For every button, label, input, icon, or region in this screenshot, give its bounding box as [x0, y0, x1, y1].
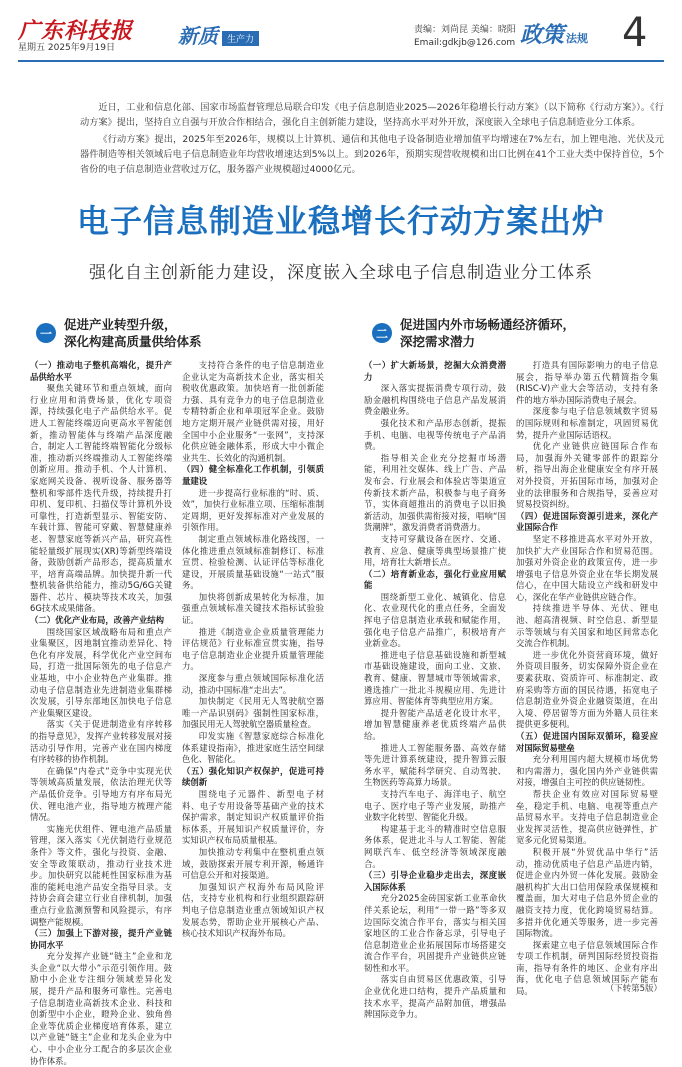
article-paragraph: 围绕新型工业化、城镇化、信息化、农业现代化的重点任务，全面发挥电子信息制造业承载和赋能作用，强化电子信息产品推广，积极培育产业新业态。 — [364, 591, 506, 649]
section-2-title — [400, 316, 575, 350]
article-paragraph: 充分利用国内超大规模市场优势和内需潜力，强化国内外产业链供需对接，增强自主可控的供应链韧性。 — [516, 754, 658, 788]
article-paragraph: 指导相关企业充分挖掘市场潜能，利用社交媒体、线上广告、产品发布会、行业展会和体验店等渠道宣传新技术新产品，积极参与电子商务节，实体商超推出的消费电子以旧换新活动，加强供需衔接对接，唱响“国货潮牌”，激发消费者消费潜力。 — [364, 452, 506, 533]
editor-line: 责编：刘尚昆 美编：晓阳 — [414, 25, 516, 35]
article-paragraph: 实施光伏组件、锂电池产品质量管理，深入落实《光伏制造行业规范条件》等文件，强化与投资、金融、安全等政策联动，推动行业技术进步。加快研究以能耗性国家标准为基准的能耗电池产品安全指导目录。支持协会商会建立行业自律机制，加强重点行业监测预警和风险提示，有序调整产能规模。 — [30, 823, 172, 927]
article-paragraph: 支持可穿戴设备在医疗、交通、教育、应急、健康等典型场景推广使用，培育壮大新增长点。 — [364, 533, 506, 568]
section-2-title-line1: 促进国内外市场畅通经济循环， — [400, 317, 576, 332]
article-paragraph: 持续推进半导体、光伏、锂电池、超高清视频、时空信息、新型显示等领域与有关国家和地区间常态化交流合作机制。 — [516, 603, 658, 649]
masthead — [0, 0, 682, 64]
subheadline: 强化自主创新能力建设，深度嵌入全球电子信息制造业分工体系 — [89, 263, 593, 283]
article-paragraph: 加强知识产权海外布局风险评估，支持专业机构和行业组织跟踪研判电子信息制造业重点领域知识产权发展态势，帮助企业开展核心产品、核心技术知识产权海外布局。 — [182, 881, 324, 939]
article-paragraph: 落实《关于促进制造业有序转移的指导意见》，发挥产业转移发展对接活动引导作用，完善产业在国内梯度有序转移的协作机制。 — [30, 719, 172, 765]
section-right-big: 政策 — [520, 22, 565, 48]
article-paragraph: 积极开展“外贸优品中华行”活动，推动优质电子信息产品进内销，促进企业内外贸一体化发展。鼓励金融机构扩大出口信用保险承保规模和覆盖面，加大对电子信息外贸企业的融资支持力度，优化跨境贸易结算。多措并优化通关等服务，进一步完善国际物流。 — [516, 846, 658, 939]
section-2-header — [372, 316, 575, 350]
section-left-small: 生产力 — [222, 31, 259, 46]
subsection-heading: （四）促进国际资源引进来，深化产业国际合作 — [516, 510, 658, 533]
continued-note: （下转第5版） — [605, 984, 662, 994]
editor-email: Email:gdkjb@126.com — [414, 38, 516, 48]
masthead-rule — [18, 60, 664, 62]
subsection-heading: （五）促进国内国际双循环，稳妥应对国际贸易壁垒 — [516, 731, 658, 753]
section-1-header — [36, 316, 202, 350]
lead-paragraph: 《行动方案》提出，2025年至2026年，规模以上计算机、通信和其他电子设备制造业增加值平均增速在7%左右，加上锂电池、光伏及元器件制造等相关领域后电子信息制造业年均营收增速达到5%以上。到2026年，预期实现营收规模和出口比例在41个工业大类中保持首位，5个省份的电子信息制造业营收过万亿，服务器产业规模超过4000亿元。 — [80, 134, 664, 175]
article-column-3 — [364, 360, 506, 1020]
subsection-heading: （三）引导企业稳步走出去，深度嵌入国际体系 — [364, 870, 506, 892]
lead-text — [80, 100, 664, 179]
article-paragraph: 深入落实提振消费专项行动，鼓励金融机构围绕电子信息产品发展消费金融业务。 — [364, 383, 506, 417]
article-paragraph: 支持符合条件的电子信息制造业企业认定为高新技术企业，落实相关税收优惠政策。加快培育一批创新能力强、具有竞争力的电子信息制造业专精特新企业和单项冠军企业。鼓励地方定期开展产业链供需对接，用好全国中小企业服务“一张网”，支持深化供应链金融体系，形成大中小微企业共生、长效化的沟通机制。 — [182, 360, 324, 463]
article-paragraph: 进一步优化外资营商环境，做好外资项目服务，切实保障外资企业在要素获取、资质许可、标准制定、政府采购等方面的国民待遇，拓宽电子信息制造业外资企业融资渠道，在出入境、停居留等方面为外籍人员往来提供更多便利。 — [516, 649, 658, 730]
article-paragraph: 制定重点领域标准化路线图，一体化推进重点领域标准制修订、标准宣贯、检验检测、认证评估等标准化建设，开展质量基础设施“一站式”服务。 — [182, 533, 324, 591]
article-paragraph: 打造具有国际影响力的电子信息展会，指导举办第五代精简指令集(RISC-V)产业大会等活动，支持有条件的地方举办国际消费电子展会。 — [516, 360, 658, 405]
article-paragraph: 充分发挥产业链“链主”企业和龙头企业“以大带小”示范引领作用。鼓励中小企业专注细分领域差异化发展，提升产品和服务可靠性。完善电子信息制造业高新技术企业、科技和创新型中小企业，瞪羚企业、独角兽企业等优质企业梯度培育体系，建立以产业链“链主”企业和龙头企业为中心、中小企业分工配合的多层次企业协作体系。 — [30, 951, 172, 1066]
subsection-heading: （一）推动电子整机高端化，提升产品供给水平 — [30, 360, 172, 382]
section-badge-left — [178, 20, 259, 54]
subsection-heading: （五）强化知识产权保护，促进可持续创新 — [182, 765, 324, 788]
article-paragraph: 强化技术和产品形态创新，提振手机、电脑、电视等传统电子产品消费。 — [364, 417, 506, 452]
newspaper-logo: 广东科技报 — [18, 18, 134, 44]
lead-paragraph: 近日，工业和信息化部、国家市场监督管理总局联合印发《电子信息制造业2025—2026年稳增长行动方案》（以下简称《行动方案》）。《行动方案》提出，坚持自立自强与开放合作相结合，强化自主创新能力建设，坚持高水平对外开放，深度嵌入全球电子信息制造业分工体系。 — [80, 102, 664, 128]
article-paragraph: 提升智能产品适老化设计水平，增加智慧健康养老优质终端产品供给。 — [364, 707, 506, 741]
article-paragraph: 推进电子信息基础设施和新型城市基础设施建设，面向工业、文旅、教育、健康、智慧城市等领域需求，遴选推广一批北斗规模应用、先进计算应用、智能体育等典型应用方案。 — [364, 649, 506, 707]
section-right-small: 法规 — [566, 32, 589, 45]
article-paragraph: 加快推动专利集中在整机重点领域，鼓励探索开展专利开源，畅通许可信息公开和对接渠道。 — [182, 846, 324, 881]
section-2-number: 二 — [372, 323, 392, 343]
article-paragraph: 进一步提高行业标准的“时、质、效”，加快行业标准立项、压缩标准制定周期，更好发挥标准对产业发展的引领作用。 — [182, 487, 324, 533]
article-paragraph: 优化产业链供应链国际合作布局，加强海外关键零部件的跟踪分析，指导出海企业健康安全有序开展对外投资，开拓国际市场，加强对企业的法律服务和合规指导，妥善应对贸易投资纠纷。 — [516, 441, 658, 510]
article-paragraph: 深度参与电子信息领域数字贸易的国际规则和标准制定，巩固贸易优势，提升产业国际话语权。 — [516, 406, 658, 440]
article-paragraph: 构建基于北斗的精准时空信息服务体系，促进北斗与人工智能、智能网联汽车、低空经济等领域深度融合。 — [364, 823, 506, 869]
subsection-heading: （二）培育新业态，强化行业应用赋能 — [364, 568, 506, 591]
article-column-1 — [30, 360, 172, 1066]
article-paragraph: 在确保“内卷式”竞争中实现光伏等领域高质量发展，依法治理光伏等产品低价竞争。引导地方有序布局光伏、锂电池产业，指导地方梳理产能情况。 — [30, 765, 172, 823]
article-paragraph: 探索建立电子信息领域国际合作专项工作机制，研判国际经贸投资指南，指导有条件的地区、企业有序出海，优化电子信息领域国际产能布局。 — [516, 939, 658, 997]
section-1-number: 一 — [36, 323, 56, 343]
article-paragraph: 推进人工智能服务器、高效存储等先进计算系统建设，提升智算云服务水平，赋能科学研究、自动驾驶、生物医药等高算力场景。 — [364, 742, 506, 788]
issue-date: 星期五 2025年9月19日 — [18, 43, 115, 53]
article-paragraph: 帮扶企业有效应对国际贸易壁垒，稳定手机、电脑、电视等重点产品贸易水平。支持电子信息制造业企业发挥灵活性，提高供应链弹性，扩宽多元化贸易渠道。 — [516, 788, 658, 846]
subsection-heading: （二）优化产业布局，改善产业结构 — [30, 615, 164, 626]
article-paragraph: 加快将创新成果转化为标准，加强重点领域标准关键技术指标试验验证。 — [182, 591, 324, 626]
subsection-heading: （一）扩大新场景，挖掘大众消费潜力 — [364, 360, 506, 382]
article-column-2 — [182, 360, 324, 980]
section-1-title-line1: 促进产业转型升级， — [64, 317, 177, 332]
subsection-heading: （四）健全标准化工作机制，引领质量建设 — [182, 464, 324, 486]
article-paragraph: 推进《制造业企业质量管理能力评估规范》行业标准宣贯实施，指导电子信息制造业企业提升质量管理能力。 — [182, 626, 324, 672]
page-number: 4 — [622, 10, 648, 56]
section-left-big: 新质 — [178, 24, 218, 48]
article-paragraph: 印发实施《智慧家庭综合标准化体系建设指南》，推进家庭生活空间绿色化、智能化。 — [182, 731, 324, 765]
article-paragraph: 加快制定《民用无人驾驶航空器唯一产品识别码》强制性国家标准，加强民用无人驾驶航空器质量检查。 — [182, 696, 324, 730]
article-paragraph: 深度参与重点领域国际标准化活动，推动中国标准“走出去”。 — [182, 673, 324, 695]
subsection-heading: （三）加强上下游对接，提升产业链协同水平 — [30, 928, 172, 950]
editor-credits — [414, 24, 516, 50]
section-badge-right — [520, 18, 588, 49]
section-2-title-line2: 深挖需求潜力 — [400, 334, 476, 349]
article-paragraph: 落实自由贸易区优惠政策，引导企业优化进口结构，提升产品质量和技术水平，提高产品附加值，增强品牌国际竞争力。 — [364, 974, 506, 1020]
article-paragraph: 围绕国家区域战略布局和重点产业集聚区，因地制宜推动差异化、特色化有序发展，科学优化产业空间布局，打造一批国际领先的电子信息产业基地，中小企业特色产业集群。推动电子信息制造业先进制造业集群梯次发展，引导东部地区加快电子信息产业集聚区建设。 — [30, 626, 172, 718]
article-paragraph: 聚焦关键环节和重点领域，面向行业应用和消费场景，优化专项资源，持续强化电子产品供给水平。促进人工智能终端迈向更高水平智能创新，推动智能体与终端产品深度融合，制定人工智能终端智能化分级标准，推动新兴终端推动人工智能终端创新应用。推动手机、个人计算机、家庭网关设备、视听设备、服务器等整机和零部件迭代升级，持续提升打印机、复印机、扫描仪等计算机外设可靠性，打造新型显示、智能安防、车载计算、智能可穿戴、智慧健康养老、智慧家庭等新兴产品，研究高性能轻量级扩展现实(XR)等新型终端设备，鼓励创新产品形态，提高质量水平，培育高端品牌。加快提升新一代整机装备供给能力，推动5G/6G关键器件、芯片、模块等技术攻关，加强6G技术成果储备。 — [30, 383, 172, 614]
article-paragraph: 支持汽车电子、海洋电子、航空电子、医疗电子等产业发展，助推产业数字化转型、智能化升级。 — [364, 788, 506, 823]
section-1-title — [64, 316, 202, 350]
article-paragraph: 坚定不移推进高水平对外开放，加快扩大产业国际合作和贸易范围。加强对外资企业的政策宣传，进一步增强电子信息外资企业在华长期发展信心，在中国大陆设立产线和研发中心，深化在华产业链供应链合作。 — [516, 533, 658, 602]
headline: 电子信息制造业稳增长行动方案出炉 — [76, 202, 605, 240]
article-paragraph: 充分2025金砖国家新工业革命伙伴关系论坛，利用“一带一路”等多双边国际交流合作平台，落实与相关国家地区的工业合作备忘录，引导电子信息制造业企业拓展国际市场搭建交流合作平台，巩固提升产业链供应链韧性和水平。 — [364, 893, 506, 973]
article-paragraph: 围绕电子元器件、新型电子材料、电子专用设备等基础产业的技术保护需求，制定知识产权质量评价指标体系，开展知识产权质量评价，夯实知识产权布局质量根基。 — [182, 788, 324, 846]
section-1-title-line2: 深化构建高质量供给体系 — [64, 334, 202, 349]
